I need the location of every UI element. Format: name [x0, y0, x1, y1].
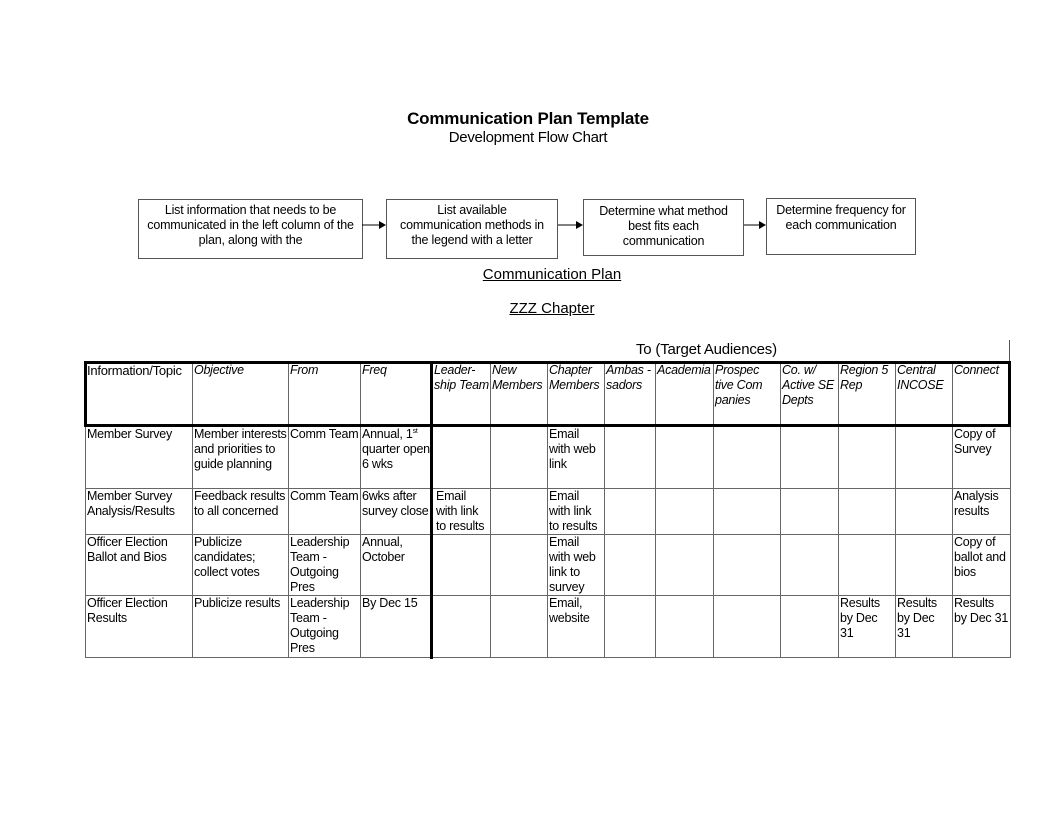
table-cell: Officer Election Ballot and Bios: [86, 535, 193, 596]
table-cell: Publicize candidates; collect votes: [193, 535, 289, 596]
table-cell: [839, 489, 896, 535]
freq-text-rest: quarter open 6 wks: [362, 442, 430, 471]
table-cell: [433, 596, 491, 658]
table-cell: [781, 427, 839, 489]
table-cell: [605, 427, 656, 489]
header-central-incose: Central INCOSE: [896, 363, 953, 427]
table-cell: [491, 427, 548, 489]
table-cell: Member interests and priorities to guide planning: [193, 427, 289, 489]
header-connect: Connect: [953, 363, 1011, 427]
table-row: [86, 427, 1011, 489]
table-cell: 6wks after survey close: [361, 489, 433, 535]
table-cell: [714, 596, 781, 658]
table-cell: [605, 596, 656, 658]
header-region-5-rep: Region 5 Rep: [839, 363, 896, 427]
table-cell: Publicize results: [193, 596, 289, 658]
table-cell: [714, 489, 781, 535]
header-objective: Objective: [193, 363, 289, 427]
table-cell: Analysis results: [953, 489, 1011, 535]
arrow-right-icon: [362, 219, 386, 231]
header-freq: Freq: [361, 363, 433, 427]
table-cell: Feedback results to all concerned: [193, 489, 289, 535]
table-cell: Member Survey: [86, 427, 193, 489]
table-cell: [605, 489, 656, 535]
arrow-right-icon: [558, 219, 583, 231]
table-cell: Email with web link: [548, 427, 605, 489]
freq-text: Annual, 1: [362, 427, 413, 441]
table-row: [86, 489, 1011, 535]
table-header-row: [86, 363, 1011, 427]
table-cell: [361, 427, 433, 489]
table-cell: [491, 596, 548, 658]
header-academia: Academia: [656, 363, 714, 427]
audience-divider: [430, 362, 433, 659]
header-chapter-members: Chapter Members: [548, 363, 605, 427]
table-cell: Email with link to results: [433, 489, 491, 535]
table-cell: Member Survey Analysis/Results: [86, 489, 193, 535]
flow-step-2: [386, 199, 558, 259]
table-cell: Officer Election Results: [86, 596, 193, 658]
communication-plan-table: [85, 362, 1011, 658]
table-cell: [656, 489, 714, 535]
flow-step-text: Determine what method best fits each communication: [599, 204, 728, 248]
chapter-heading: ZZZ Chapter: [509, 300, 595, 317]
table-cell: By Dec 15: [361, 596, 433, 658]
target-audiences-label: To (Target Audiences): [636, 341, 777, 358]
table-cell: [714, 535, 781, 596]
table-cell: [896, 427, 953, 489]
table-cell: [491, 535, 548, 596]
document-title: Communication Plan Template: [407, 109, 649, 128]
table-cell: Results by Dec 31: [953, 596, 1011, 658]
flow-step-text: List information that needs to be communicated in the left column of the plan, along with the: [147, 203, 354, 247]
table-cell: [605, 535, 656, 596]
table-cell: Email with web link to survey: [548, 535, 605, 596]
table-cell: Results by Dec 31: [839, 596, 896, 658]
flow-step-text: Determine frequency for each communication: [776, 203, 906, 232]
table-cell: Comm Team: [289, 489, 361, 535]
table-cell: Annual, October: [361, 535, 433, 596]
header-new-members: New Members: [491, 363, 548, 427]
table-cell: [656, 535, 714, 596]
table-cell: Leadership Team - Outgoing Pres: [289, 596, 361, 658]
header-leadership-team: Leader-ship Team: [433, 363, 491, 427]
header-information-topic: Information/Topic: [86, 363, 193, 427]
header-co-active-se-depts: Co. w/ Active SE Depts: [781, 363, 839, 427]
table-cell: Comm Team: [289, 427, 361, 489]
divider: [1009, 340, 1010, 362]
header-prospective-companies: Prospec tive Com panies: [714, 363, 781, 427]
plan-heading: Communication Plan: [482, 266, 622, 283]
flow-step-4: [766, 198, 916, 255]
table-cell: [896, 489, 953, 535]
table-cell: Email with link to results: [548, 489, 605, 535]
table-cell: Leadership Team - Outgoing Pres: [289, 535, 361, 596]
table-cell: [656, 596, 714, 658]
table-cell: Copy of Survey: [953, 427, 1011, 489]
header-from: From: [289, 363, 361, 427]
flow-step-3: [583, 199, 744, 256]
table-cell: [839, 535, 896, 596]
flow-step-text: List available communication methods in the legend with a letter: [400, 203, 544, 247]
table-cell: [781, 596, 839, 658]
table-cell: [433, 535, 491, 596]
table-cell: [781, 489, 839, 535]
table-cell: [896, 535, 953, 596]
table-cell: [839, 427, 896, 489]
arrow-right-icon: [744, 219, 766, 231]
document-subtitle: Development Flow Chart: [448, 129, 608, 146]
table-cell: [491, 489, 548, 535]
table-cell: Email, website: [548, 596, 605, 658]
table-cell: [656, 427, 714, 489]
flow-step-1: [138, 199, 363, 259]
table-cell: Results by Dec 31: [896, 596, 953, 658]
table-row: [86, 596, 1011, 658]
table-cell: [714, 427, 781, 489]
table-cell: [781, 535, 839, 596]
table-cell: Copy of ballot and bios: [953, 535, 1011, 596]
ordinal-suffix: st: [412, 428, 418, 435]
table-row: [86, 535, 1011, 596]
table-cell: [433, 427, 491, 489]
header-ambassadors: Ambas -sadors: [605, 363, 656, 427]
